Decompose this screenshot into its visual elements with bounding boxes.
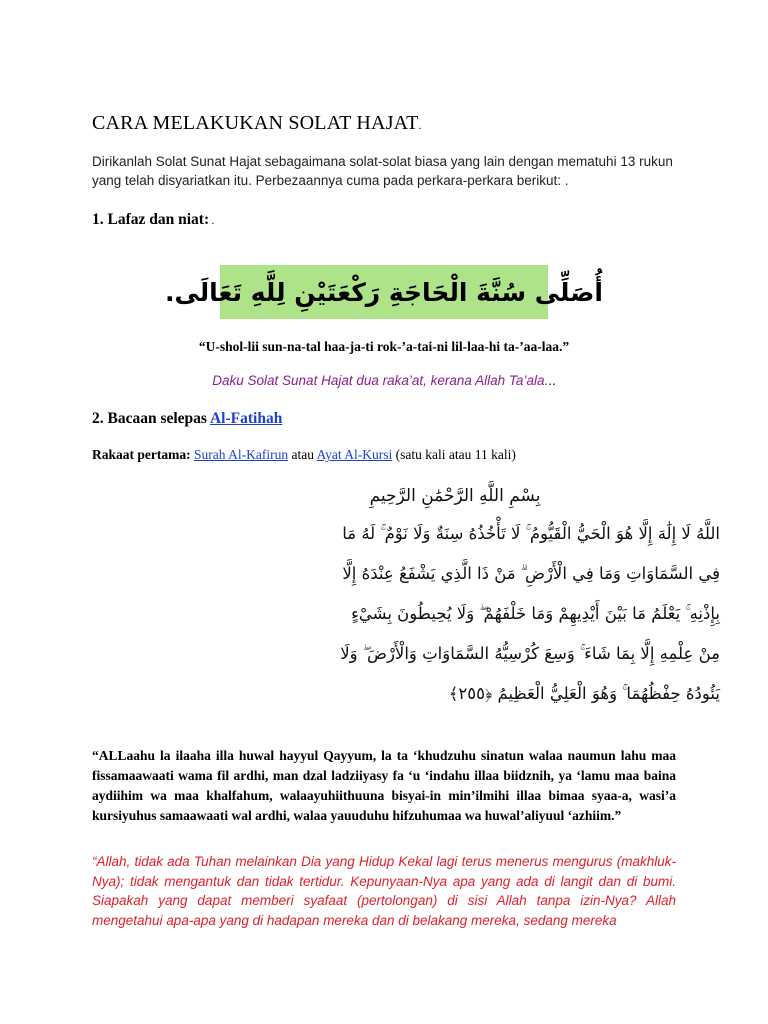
rakaat-connector: atau [288,447,317,462]
section-heading-niat-suffix: . [209,216,215,227]
ayat-al-kursi-link[interactable]: Ayat Al-Kursi [316,447,393,462]
niat-meaning-suffix: .. [548,373,556,388]
page-title-text: CARA MELAKUKAN SOLAT HAJAT [92,112,419,134]
ayat-line: يَئُودُهُ حِفْظُهُمَا ۚ وَهُوَ الْعَلِيُّ الْعَظِيمُ ﴿٢٥٥﴾ [448,684,720,703]
rakaat-label: Rakaat pertama: [92,447,191,462]
arabic-niat-box [164,265,603,319]
niat-meaning [92,373,676,388]
ayat-al-kursi-arabic [190,478,720,733]
page-title-suffix: . [418,120,422,132]
kursi-transliteration: “ALLaahu la ilaaha illa huwal hayyul Qayyum, la ta ‘khudzuhu sinatun walaa naumun lahu maa fissamaawaati wama fil ardhi, man dzal ladziiyasy fa ‘u ‘indahu illaa biidznih, ya ‘lamu maa baina aydiihim wa maa khalfahum, walaayuhiithuuna bisyai-in min’ilmihi illaa bimaa syaa-a, wasi’a kursiyuhus samaawaati wal ardhi, walaa yauuduhu hifzuhumaa wa huwal’aliyuul ‘azhiim.” [92,748,676,823]
al-fatihah-link[interactable]: Al-Fatihah [209,410,283,427]
basmalah-line: بِسْمِ اللَّهِ الرَّحْمَٰنِ الرَّحِيمِ [369,486,541,506]
arabic-niat-text: أُصَلِّى سُنَّةَ الْحَاجَةِ رَكْعَتَيْنِ لِلَّهِ تَعَالَى. [164,277,603,307]
section-heading-bacaan-text: 2. Bacaan selepas [92,410,210,427]
ayat-line: اللَّهُ لَا إِلَٰهَ إِلَّا هُوَ الْحَيُّ الْقَيُّومُ ۚ لَا تَأْخُذُهُ سِنَةٌ وَلَا نَوْمٌ ۚ لَهُ مَا [342,524,720,543]
kursi-meaning [92,852,676,930]
kursi-meaning-continuation: , sedang mereka [516,912,617,928]
niat-meaning-text: Daku Solat Sunat Hajat dua raka’at, kerana Allah Ta’ala. [212,373,549,388]
intro-paragraph: Dirikanlah Solat Sunat Hajat sebagaimana solat-solat biasa yang lain dengan mematuhi 13 rukun yang telah disyariatkan itu. Perbezaannya cuma pada perkara-perkara berikut: . [92,154,673,188]
ayat-line: مِنْ عِلْمِهِ إِلَّا بِمَا شَاءَ ۚ وَسِعَ كُرْسِيُّهُ السَّمَاوَاتِ وَالْأَرْضَ ۖ وَلَا [340,644,720,663]
rakaat-count-note: (satu kali atau 11 kali) [392,447,516,462]
section-heading-bacaan [92,410,282,428]
rakaat-pertama-line [92,447,516,463]
niat-transliteration: “U-shol-lii sun-na-tal haa-ja-ti rok-’a-tai-ni lil-laa-hi ta-’aa-laa.” [198,339,570,354]
section-heading-niat [92,211,214,229]
section-heading-niat-text: 1. Lafaz dan niat: [92,211,210,228]
kursi-meaning-text: “Allah, tidak ada Tuhan melainkan Dia yang Hidup Kekal lagi terus menerus mengurus (makhluk-Nya); tidak mengantuk dan tidak tertidur. Kepunyaan-Nya apa yang ada di langit dan di bumi. Siapakah yang dapat memberi syafaat (pertolongan) di sisi Allah tanpa izin-Nya? Allah mengetahui apa-apa yang di hadapan mereka dan di belakang mereka [92,854,676,928]
ayat-line: بِإِذْنِهِ ۚ يَعْلَمُ مَا بَيْنَ أَيْدِيهِمْ وَمَا خَلْفَهُمْ ۖ وَلَا يُحِيطُونَ بِشَيْءٍ [351,604,720,623]
ayat-line: فِي السَّمَاوَاتِ وَمَا فِي الْأَرْضِ ۗ مَنْ ذَا الَّذِي يَشْفَعُ عِنْدَهُ إِلَّا [342,564,720,583]
page-title [92,112,421,135]
surah-al-kafirun-link[interactable]: Surah Al-Kafirun [193,447,289,462]
